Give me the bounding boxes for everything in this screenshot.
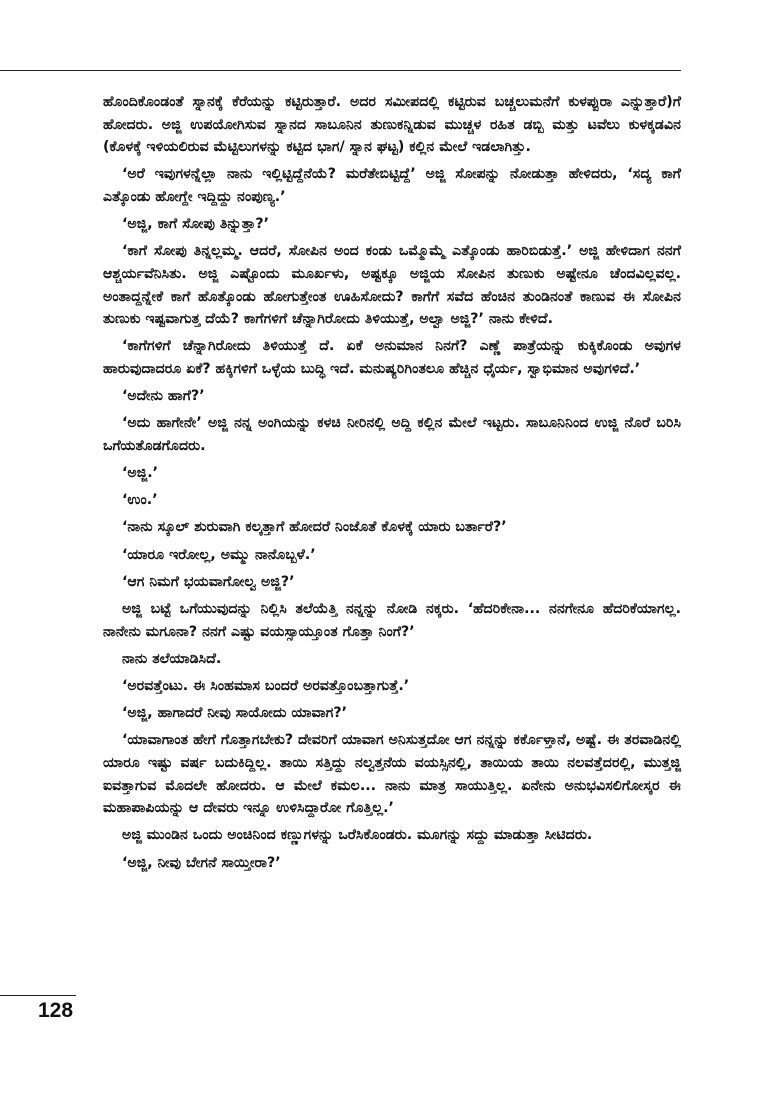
paragraph: ‘ಅರೆ ಇವುಗಳನ್ನೆಲ್ಲಾ ನಾನು ಇಲ್ಲಿಟ್ಟಿದ್ದೆನೆಯೆ? ಮರೆತೇಬಿಟ್ಟಿದ್ದೆ’ ಅಜ್ಜಿ ಸೋಪನ್ನು ನೋಡುತ್ತಾ ಹೇಳಿದರು, ‘ಸದ್ಯ ಕಾಗೆ ಎತ್ಕೊಂಡು ಹೋಗ್ದೇ ಇದ್ದಿದ್ದು ನಂಪುಣ್ಯ.’ <box>103 166 681 205</box>
paragraph: ‘ನಾನು ಸ್ಕೂಲ್ ಶುರುವಾಗಿ ಕಲ್ಕತ್ತಾಗೆ ಹೋದರೆ ನಿಂಜೊತೆ ಕೊಳಕ್ಕೆ ಯಾರು ಬರ್ತಾರೆ?’ <box>122 519 507 536</box>
paragraph: ನಾನು ತಲೆಯಾಡಿಸಿದೆ. <box>122 650 222 667</box>
paragraph: ‘ಉಂ.’ <box>122 492 158 509</box>
paragraph: ‘ಆಗ ನಿಮಗೆ ಭಯವಾಗೋಲ್ವ ಅಜ್ಜಿ?’ <box>122 573 295 590</box>
paragraph: ಅಜ್ಜಿ ಮುಂಡಿನ ಒಂದು ಅಂಚಿನಿಂದ ಕಣ್ಣುಗಳನ್ನು ಒರೆಸಿಕೊಂಡರು. ಮೂಗನ್ನು ಸದ್ದು ಮಾಡುತ್ತಾ ಸೀಟಿದರು. <box>122 827 593 844</box>
page-number: 128 <box>38 999 74 1022</box>
paragraph: ‘ಅಜ್ಜಿ.’ <box>122 465 159 482</box>
paragraph: ‘ಅದೇನು ಹಾಗೆ?’ <box>122 388 205 405</box>
header-rule <box>0 70 681 71</box>
paragraph: ಹೊಂದಿಕೊಂಡಂತೆ ಸ್ನಾನಕ್ಕೆ ಕೆರೆಯನ್ನು ಕಟ್ಟಿರುತ್ತಾರೆ. ಅದರ ಸಮೀಪದಲ್ಲಿ ಕಟ್ಟಿರುವ ಬಚ್ಚಲುಮನೆಗೆ ಕುಳಪ್ಪುರಾ ಎನ್ನುತ್ತಾರೆ)ಗೆ ಹೋದರು. ಅಜ್ಜಿ ಉಪಯೋಗಿಸುವ ಸ್ನಾನದ ಸಾಬೂನಿನ ತುಣುಕನ್ನಿಡುವ ಮುಚ್ಚಳ ರಹಿತ ಡಬ್ಬಿ ಮತ್ತು ಟವೆಲು ಕುಳಕ್ಕಡವಿನ (ಕೊಳಕ್ಕೆ ಇಳಿಯಲಿರುವ ಮೆಟ್ಟಿಲುಗಳನ್ನು ಕಟ್ಟಿದ ಭಾಗ/ ಸ್ನಾನ ಘಟ್ಟ) ಕಲ್ಲಿನ ಮೇಲೆ ಇಡಲಾಗಿತ್ತು. <box>103 94 681 156</box>
footer-rule <box>0 995 76 996</box>
paragraph: ‘ಅಜ್ಜಿ, ನೀವು ಬೇಗನೆ ಸಾಯ್ತೀರಾ?’ <box>122 854 281 871</box>
paragraph: ‘ಕಾಗೆ ಸೋಪು ತಿನ್ನಲ್ಲಮ್ಮ. ಆದರೆ, ಸೋಪಿನ ಅಂದ ಕಂಡು ಒಮ್ಮೊಮ್ಮೆ ಎತ್ಕೊಂಡು ಹಾರಿಬಿಡುತ್ತೆ.’ ಅಜ್ಜಿ ಹೇಳಿದಾಗ ನನಗೆ ಆಶ್ಚರ್ಯವೆನಿಸಿತು. ಅಜ್ಜಿ ಎಷ್ಟೊಂದು ಮೂರ್ಖಳು, ಅಷ್ಟಕ್ಕೂ ಅಜ್ಜಿಯ ಸೋಪಿನ ತುಣುಕು ಅಷ್ಟೇನೂ ಚೆಂದವಿಲ್ಲವಲ್ಲ. ಅಂತಾದ್ದನ್ನೇಕೆ ಕಾಗೆ ಹೊತ್ಕೊಂಡು ಹೋಗುತ್ತೇಂತ ಊಹಿಸೋದು? ಕಾಗೆಗೆ ಸವೆದ ಹೆಂಚಿನ ತುಂಡಿನಂತೆ ಕಾಣುವ ಈ ಸೋಪಿನ ತುಣುಕು ಇಷ್ಟವಾಗುತ್ತ ದೆಯೆ? ಕಾಗೆಗಳಿಗೆ ಚೆನ್ನಾಗಿರೋದು ತಿಳಿಯುತ್ತೆ, ಅಲ್ವಾ ಅಜ್ಜಿ?’ ನಾನು ಕೇಳಿದೆ. <box>103 243 681 328</box>
paragraph: ‘ಅದು ಹಾಗೇನೇ’ ಅಜ್ಜಿ ನನ್ನ ಅಂಗಿಯನ್ನು ಕಳಚಿ ನೀರಿನಲ್ಲಿ ಅದ್ದಿ ಕಲ್ಲಿನ ಮೇಲೆ ಇಟ್ಟರು. ಸಾಬೂನಿನಿಂದ ಉಜ್ಜಿ ನೊರೆ ಬರಿಸಿ ಒಗೆಯತೊಡಗೊದರು. <box>103 415 681 454</box>
paragraph: ‘ಯಾವಾಗಾಂತ ಹೇಗೆ ಗೊತ್ತಾಗಬೇಕು? ದೇವರಿಗೆ ಯಾವಾಗ ಅನಿಸುತ್ತದೋ ಆಗ ನನ್ನನ್ನು ಕರ್ಕೊಳ್ತಾನೆ, ಅಷ್ಟೆ. ಈ ತರವಾಡಿನಲ್ಲಿ ಯಾರೂ ಇಷ್ಟು ವರ್ಷ ಬದುಕಿದ್ದಿಲ್ಲ. ತಾಯಿ ಸತ್ತಿದ್ದು ನಲ್ವತ್ತನೆಯ ವಯಸ್ಸಿನಲ್ಲಿ, ತಾಯಿಯ ತಾಯಿ ನಲವತ್ತೆದರಲ್ಲಿ, ಮುತ್ತಜ್ಜಿ ಐವತ್ತಾಗುವ ಮೊದಲೇ ಹೋದರು. ಆ ಮೇಲೆ ಕಮಲ... ನಾನು ಮಾತ್ರ ಸಾಯುತ್ತಿಲ್ಲ. ಏನೇನು ಅನುಭವಿಸಲಿಗೋಸ್ಕರ ಈ ಮಹಾಪಾಪಿಯನ್ನು ಆ ದೇವರು ಇನ್ನೂ ಉಳಿಸಿದ್ದಾರೋ ಗೊತ್ತಿಲ್ಲ.’ <box>103 732 681 817</box>
paragraph: ಅಜ್ಜಿ ಬಟ್ಟೆ ಒಗೆಯುವುದನ್ನು ನಿಲ್ಲಿಸಿ ತಲೆಯೆತ್ತಿ ನನ್ನನ್ನು ನೋಡಿ ನಕ್ಕರು. ‘ಹೆದರಿಕೇನಾ... ನನಗೇನೂ ಹೆದರಿಕೆಯಾಗಲ್ಲ. ನಾನೇನು ಮಗೂನಾ? ನನಗೆ ಎಷ್ಟು ವಯಸ್ಸಾಯ್ತೂಂತ ಗೊತ್ತಾ ನಿಂಗೆ?’ <box>103 601 681 640</box>
paragraph: ‘ಅಜ್ಜಿ, ಹಾಗಾದರೆ ನೀವು ಸಾಯೋದು ಯಾವಾಗ?’ <box>122 705 348 722</box>
body-text <box>103 91 681 879</box>
paragraph: ‘ಅರವತ್ತೆಂಟು. ಈ ಸಿಂಹಮಾಸ ಬಂದರೆ ಅರವತ್ತೊಂಬತ್ತಾಗುತ್ತೆ.’ <box>122 677 410 694</box>
paragraph: ‘ಕಾಗೆಗಳಿಗೆ ಚೆನ್ನಾಗಿರೋದು ತಿಳಿಯುತ್ತೆ ದೆ. ಏಕೆ ಅನುಮಾನ ನಿನಗೆ? ಎಣ್ಣೆ ಪಾತ್ರೆಯನ್ನು ಕುಕ್ಕಿಕೊಂಡು ಅವುಗಳ ಹಾರುವುದಾದರೂ ಏಕೆ? ಹಕ್ಕಿಗಳಿಗೆ ಒಳ್ಳೆಯ ಬುದ್ಧಿ ಇದೆ. ಮನುಷ್ಯರಿಗಿಂತಲೂ ಹೆಚ್ಚಿನ ಧೈರ್ಯ, ಸ್ವಾಭಿಮಾನ ಅವುಗಳಿದೆ.’ <box>103 338 681 377</box>
paragraph: ‘ಯಾರೂ ಇರೋಲ್ಲ, ಅಮ್ಮು ನಾನೊಬ್ಬಳೆ.’ <box>122 546 316 563</box>
paragraph: ‘ಅಜ್ಜಿ, ಕಾಗೆ ಸೋಪು ತಿನ್ನುತ್ತಾ?’ <box>122 216 270 233</box>
